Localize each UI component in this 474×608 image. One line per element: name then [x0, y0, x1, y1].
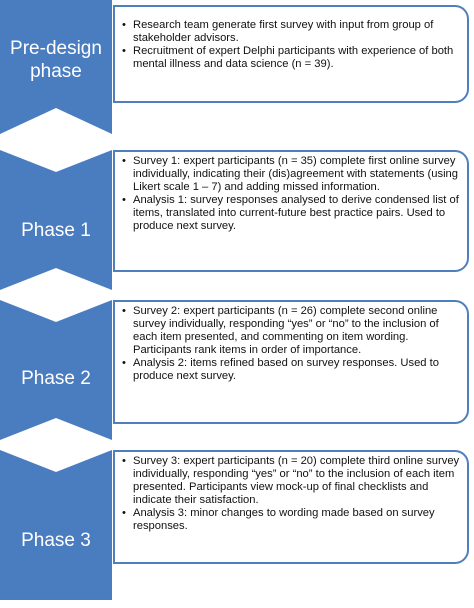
stage-phase-1-text-box [113, 150, 469, 272]
stage-pre-design-label: Pre-design phase [10, 38, 102, 82]
stage-phase-3-label: Phase 3 [21, 529, 91, 551]
stage-phase-2-label: Phase 2 [21, 367, 91, 389]
stage-pre-design-text-box [113, 5, 469, 103]
stage-phase-1-bullet-2: • Analysis 1: survey responses analysed to derive condensed list of items, translated into current-future best practice pairs. Used to produce next survey. [121, 194, 461, 233]
stage-phase-3-bullet-1: • Survey 3: expert participants (n = 20) complete third online survey individually, responding “yes” or “no” to the inclusion of each item presented. Participants view mock-up of final checklists and indicate their satisfaction. [121, 455, 461, 507]
stage-phase-2 [0, 300, 474, 440]
stage-phase-2-text-box [113, 300, 469, 424]
stage-pre-design [0, 0, 474, 134]
stage-phase-2-bullet-2: • Analysis 2: items refined based on survey responses. Used to produce next survey. [121, 357, 461, 383]
stage-phase-3-text-box [113, 450, 469, 564]
stage-phase-3-bullet-2: • Analysis 3: minor changes to wording made based on survey responses. [121, 507, 461, 533]
stage-phase-1 [0, 150, 474, 290]
stage-phase-1-label: Phase 1 [21, 219, 91, 241]
stage-phase-3 [0, 450, 474, 600]
stage-pre-design-bullet-1: • Research team generate first survey with input from group of stakeholder advisors. [121, 19, 461, 45]
stage-phase-1-bullet-1: • Survey 1: expert participants (n = 35) complete first online survey individually, indicating their (dis)agreement with statements (using Likert scale 1 – 7) and adding missed information. [121, 155, 461, 194]
stage-phase-2-bullet-1: • Survey 2: expert participants (n = 26) complete second online survey individually, responding “yes” or “no” to the inclusion of each item presented, and commenting on item wording. Participants rank items in order of importance. [121, 305, 461, 357]
stage-pre-design-bullet-2: • Recruitment of expert Delphi participants with experience of both mental illness and data science (n = 39). [121, 45, 461, 71]
